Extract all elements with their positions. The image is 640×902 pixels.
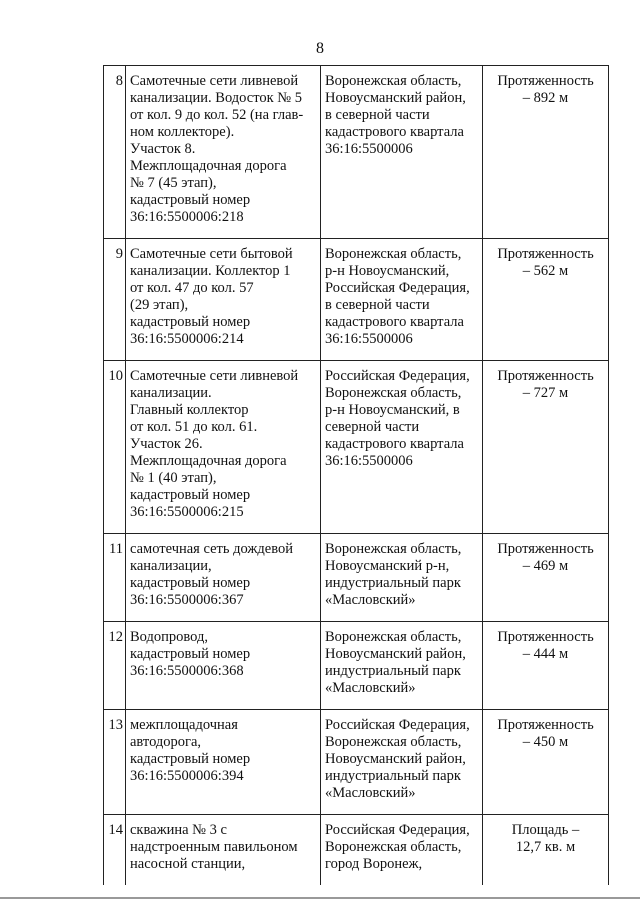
- table-row: [104, 239, 609, 361]
- object-address: Российская Федерация, Воронежская область, город Воронеж,: [321, 815, 483, 886]
- object-address: Российская Федерация, Воронежская область, Новоусманский район, индустриальный парк «Масловский»: [321, 710, 483, 815]
- object-address: Воронежская область, Новоусманский район, индустриальный парк «Масловский»: [321, 622, 483, 710]
- object-name: Самотечные сети ливневой канализации. Водосток № 5 от кол. 9 до кол. 52 (на глав- ном коллекторе). Участок 8. Межплощадочная дорога № 7 (45 этап), кадастровый номер 36:16:5500006:218: [126, 66, 321, 239]
- object-characteristic: Площадь – 12,7 кв. м: [483, 815, 609, 886]
- table-row: [104, 361, 609, 534]
- page-number: 8: [316, 40, 324, 57]
- table-row: [104, 622, 609, 710]
- object-name: самотечная сеть дождевой канализации, кадастровый номер 36:16:5500006:367: [126, 534, 321, 622]
- object-characteristic: Протяженность – 444 м: [483, 622, 609, 710]
- row-number: 9: [104, 239, 126, 361]
- row-number: 13: [104, 710, 126, 815]
- object-characteristic: Протяженность – 727 м: [483, 361, 609, 534]
- object-characteristic: Протяженность – 562 м: [483, 239, 609, 361]
- table-row: [104, 710, 609, 815]
- property-table: [103, 65, 609, 885]
- row-number: 11: [104, 534, 126, 622]
- object-name: скважина № 3 с надстроенным павильоном насосной станции,: [126, 815, 321, 886]
- page-bottom-edge: [0, 897, 640, 899]
- object-address: Российская Федерация, Воронежская область, р-н Новоусманский, в северной части кадастрового квартала 36:16:5500006: [321, 361, 483, 534]
- object-characteristic: Протяженность – 892 м: [483, 66, 609, 239]
- row-number: 8: [104, 66, 126, 239]
- object-characteristic: Протяженность – 469 м: [483, 534, 609, 622]
- table-row: [104, 66, 609, 239]
- object-characteristic: Протяженность – 450 м: [483, 710, 609, 815]
- table-row: [104, 534, 609, 622]
- object-name: межплощадочная автодорога, кадастровый номер 36:16:5500006:394: [126, 710, 321, 815]
- row-number: 12: [104, 622, 126, 710]
- object-address: Воронежская область, р-н Новоусманский, Российская Федерация, в северной части кадастрового квартала 36:16:5500006: [321, 239, 483, 361]
- object-name: Водопровод, кадастровый номер 36:16:5500006:368: [126, 622, 321, 710]
- object-address: Воронежская область, Новоусманский район, в северной части кадастрового квартала 36:16:5500006: [321, 66, 483, 239]
- row-number: 10: [104, 361, 126, 534]
- table-row: [104, 815, 609, 886]
- object-name: Самотечные сети бытовой канализации. Коллектор 1 от кол. 47 до кол. 57 (29 этап), кадастровый номер 36:16:5500006:214: [126, 239, 321, 361]
- object-address: Воронежская область, Новоусманский р-н, индустриальный парк «Масловский»: [321, 534, 483, 622]
- object-name: Самотечные сети ливневой канализации. Главный коллектор от кол. 51 до кол. 61. Участок 26. Межплощадочная дорога № 1 (40 этап), кадастровый номер 36:16:5500006:215: [126, 361, 321, 534]
- row-number: 14: [104, 815, 126, 886]
